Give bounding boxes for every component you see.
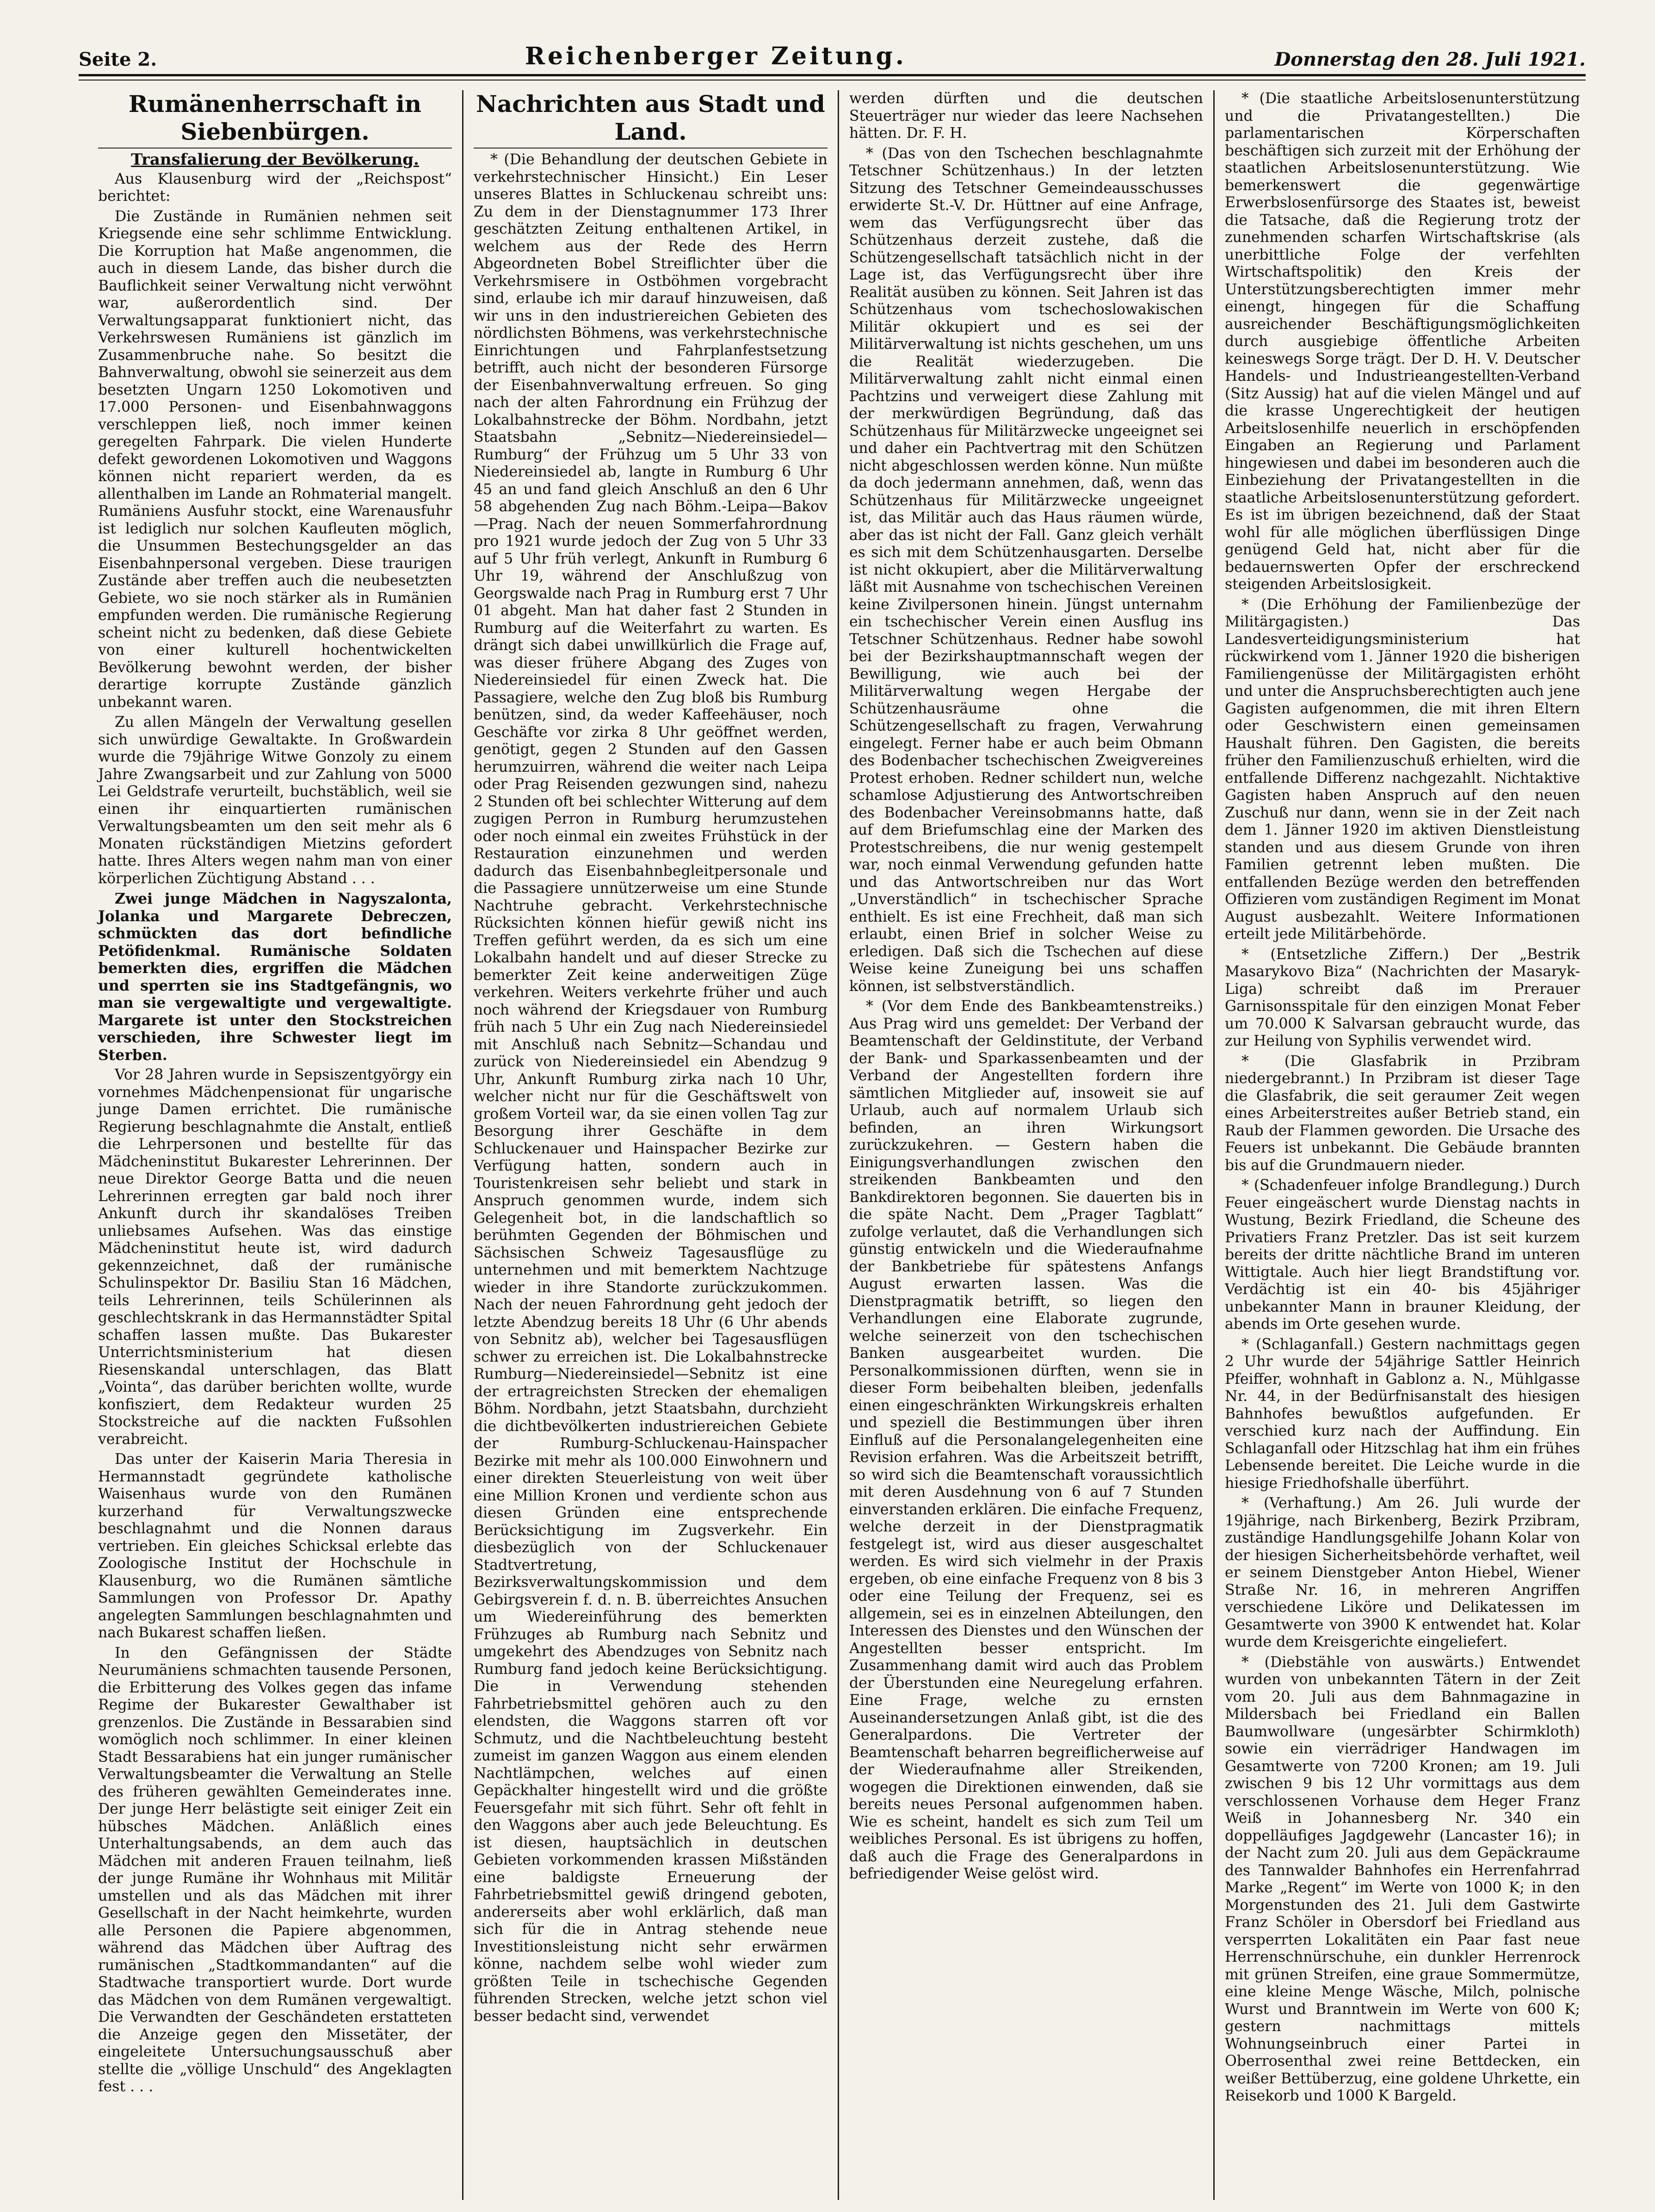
article-subhead: Transfalierung der Bevölkerung.	[131, 150, 419, 169]
paragraph: * (Vor dem Ende des Bankbeamtenstreiks.) Aus Prag wird uns gemeldet: Der Verband der Beamtenschaft der Geldinstitute, der Verband der Bank- und Sparkassenbeamten und der Verband der Angestellten fordern ihre sämtlichen Mitglieder auf, insoweit sie auf Urlaub, auch auf normalem Urlaub sich befinden, an ihren Wirkungsort zurückzukehren. — Gestern haben die Einigungsverhandlungen zwischen den streikenden Bankbeamten und den Bankdirektoren begonnen. Sie dauerten bis in die späte Nacht. Dem „Prager Tagblatt“ zufolge verlautet, daß die Verhandlungen sich günstig entwickeln und die Wiederaufnahme der Bankbetriebe für spätestens Anfangs August erwarten lassen. Was die Dienstpragmatik betrifft, so liegen den Verhandlungen eine Elaborate zugrunde, welche seinerzeit von den tschechischen Banken ausgearbeitet wurden. Die Personalkommissionen dürften, wenn sie in dieser Form beibehalten bleiben, jedenfalls einen eingeschränkten Wirkungskreis erhalten und speziell die Bestimmungen über ihren Einfluß auf die Personalangelegenheiten eine Revision erfahren. Was die Arbeitszeit betrifft, so wird sich die Beamtenschaft voraussichtlich mit deren Ausdehnung von 6 auf 7 Stunden einverstanden erklären. Die einfache Frequenz, welche derzeit in der Dienstpragmatik festgelegt ist, wird aus dieser ausgeschaltet werden. Es wird sich vielmehr in der Praxis ergeben, ob eine einfache Frequenz von 8 bis 3 oder eine Teilung der Frequenz, sei es allgemein, sei es in einzelnen Abteilungen, den Interessen des Dienstes und den Wünschen der Angestellten besser entspricht. Im Zusammenhang damit wird auch das Problem der Überstunden eine Neuregelung erfahren. Eine Frage, welche zu ernsten Auseinandersetzungen Anlaß gibt, ist die des Generalpardons. Die Vertreter der Beamtenschaft beharren begreiflicherweise auf der Wiederaufnahme aller Streikenden, wogegen die Direktionen einwenden, daß sie bereits neues Personal aufgenommen haben. Wie es scheint, handelt es sich zum Teil um weibliches Personal. Es ist übrigens zu hoffen, daß auch die Frage des Generalpardons in befriedigender Weise gelöst wird.	[849, 998, 1203, 1882]
issue-date: Donnerstag den 28. Juli 1921.	[1274, 49, 1586, 70]
paragraph: Zu allen Mängeln der Verwaltung gesellen sich unwürdige Gewaltakte. In Großwardein wurde die 79jährige Witwe Gonzoly zu einem Jahre Zwangsarbeit und zur Zahlung von 5000 Lei Geldstrafe verurteilt, buchstäblich, weil sie einen ihr einquartierten rumänischen Verwaltungsbeamten um den seit mehr als 6 Monaten rückständigen Mietzins gefordert hatte. Ihres Alters wegen nahm man von einer körperlichen Züchtigung Abstand . . .	[98, 714, 452, 887]
column-2	[463, 90, 839, 2200]
paragraph: Aus Klausenburg wird der „Reichspost“ berichtet:	[98, 170, 452, 204]
paragraph: Zwei junge Mädchen in Nagyszalonta, Jolanka und Margarete Debreczen, schmückten das dort befindliche Petöfidenkmal. Rumänische Soldaten bemerkten dies, ergriffen die Mädchen und sperrten sie ins Stadtgefängnis, wo man sie vergewaltigte und vergewaltigte. Margarete ist unter den Stockstreichen verschieden, ihre Schwester liegt im Sterben.	[98, 890, 452, 1064]
paragraph: * (Die Glasfabrik in Przibram niedergebrannt.) In Przibram ist dieser Tage die Glasfabrik, die seit geraumer Zeit wegen eines Arbeiterstreites außer Betrieb stand, ein Raub der Flammen geworden. Die Ursache des Feuers ist unbekannt. Die Gebäude brannten bis auf die Grundmauern nieder.	[1225, 1053, 1580, 1174]
paragraph: Die Zustände in Rumänien nehmen seit Kriegsende eine sehr schlimme Entwicklung. Die Korruption hat Maße angenommen, die auch in diesem Lande, das bisher durch die Bauflichkeit seiner Verwaltung nicht verwöhnt war, außerordentlich sind. Der Verwaltungsapparat funktioniert nicht, das Verkehrswesen Rumäniens ist gänzlich im Zusammenbruche nahe. So besitzt die Bahnverwaltung, obwohl sie seinerzeit aus dem besetzten Ungarn 1250 Lokomotiven und 17.000 Personen- und Eisenbahnwaggons verschleppen ließ, noch immer keinen geregelten Fahrpark. Die vielen Hunderte defekt gewordenen Lokomotiven und Waggons können nicht repariert werden, da es allenthalben im Lande an Rohmaterial mangelt. Rumäniens Ausfuhr stockt, eine Warenausfuhr ist lediglich nur solchen Kaufleuten möglich, die Unsummen Bestechungsgelder an das Eisenbahnpersonal vergeben. Diese traurigen Zustände aber treffen auch die neubesetzten Gebiete, wo sie noch stärker als in Rumänien empfunden werden. Die rumänische Regierung scheint nicht zu bedenken, daß diese Gebiete von einer kulturell hochentwickelten Bevölkerung bewohnt werden, der bisher derartige korrupte Zustände gänzlich unbekannt waren.	[98, 208, 452, 711]
page-number: Seite 2.	[79, 49, 157, 70]
masthead-rule	[79, 74, 1586, 76]
column-1	[88, 90, 463, 2200]
paragraph: * (Die Erhöhung der Familienbezüge der Militärgagisten.) Das Landesverteidigungsministerium hat rückwirkend vom 1. Jänner 1920 die bisherigen Familiengenüsse der Militärgagisten erhöht und unter die Anspruchsberechtigten auch jene Gagisten aufgenommen, die mit ihren Eltern oder Geschwistern einen gemeinsamen Haushalt führen. Den Gagisten, die bereits früher den Familienzuschuß erhielten, wird die entfallende Differenz nachgezahlt. Nichtaktive Gagisten haben Anspruch auf den neuen Zuschuß nur dann, wenn sie in der Zeit nach dem 1. Jänner 1920 im aktiven Dienstleistung standen und aus diesem Grunde von ihren Familien getrennt leben mußten. Die entfallenden Bezüge werden den betreffenden Offizieren vom zuständigen Regiment im Monat August ausbezahlt. Weitere Informationen erteilt jede Militärbehörde.	[1225, 596, 1580, 942]
section-headline: Nachrichten aus Stadt und Land.	[474, 90, 828, 149]
paragraph: * (Verhaftung.) Am 26. Juli wurde der 19jährige, nach Birkenberg, Bezirk Przibram, zuständige Handlungsgehilfe Johann Kolar von der hiesigen Sicherheitsbehörde verhaftet, weil er seinem Dienstgeber Anton Hiebel, Wiener Straße Nr. 16, in mehreren Angriffen verschiedene Liköre und Delikatessen im Gesamtwerte von 3900 K entwendet hat. Kolar wurde dem Kreisgerichte eingeliefert.	[1225, 1495, 1580, 1650]
paragraph: * (Das von den Tschechen beschlagnahmte Tetschner Schützenhaus.) In der letzten Sitzung des Tetschner Gemeindeausschusses erwiderte St.-V. Dr. Hüttner auf eine Anfrage, wem das Verfügungsrecht über das Schützenhaus derzeit zustehe, daß die Schützengesellschaft tatsächlich nicht in der Lage ist, das Verfügungsrecht über ihre Realität ausüben zu können. Seit Jahren ist das Schützenhaus vom tschechoslowakischen Militär okkupiert und es sei der Militärverwaltung ist nichts geschehen, um uns die Realität wiederzugeben. Die Militärverwaltung zahlt nicht einmal einen Pachtzins und verweigert diese Zahlung mit der merkwürdigen Begründung, daß das Schützenhaus für Militärzwecke ungeeignet sei und daher ein Pachtvertrag mit den Schützen nicht abgeschlossen werden könne. Nun müßte da doch jedermann annehmen, daß, wenn das Schützenhaus für Militärzwecke ungeeignet ist, das Militär auch das Haus räumen würde, aber das ist nicht der Fall. Ganz gleich verhält es sich mit dem Schützenhausgarten. Derselbe ist nicht okkupiert, aber die Militärverwaltung läßt mit Ausnahme von tschechischen Vereinen keine Zivilpersonen hinein. Jüngst unternahm ein tschechischer Verein einen Ausflug ins Tetschner Schützenhaus. Redner habe sowohl bei der Bezirkshauptmannschaft wegen der Bewilligung, wie auch bei der Militärverwaltung wegen Hergabe der Schützenhausräume ohne die Schützengesellschaft zu fragen, Verwahrung eingelegt. Ferner habe er auch beim Obmann des Bodenbacher tschechischen Zweigvereines Protest erhoben. Redner schildert nun, welche schamlose Adjustierung des Antwortschreiben des Bodenbacher Vereinsobmanns hatte, daß auf dem Briefumschlag eine der Marken des Protestschreibens, die nur wenig gestempelt war, noch einmal Verwendung gefunden hatte und das Antwortschreiben nur das Wort „Unverständlich“ in tschechischer Sprache enthielt. Es ist eine Frechheit, daß man sich erlaubt, einen Brief in solcher Weise zu erledigen. Daß sich die Tschechen auf diese Weise keine Zuneigung bei uns schaffen können, ist selbstverständlich.	[849, 145, 1203, 995]
paragraph: * (Die Behandlung der deutschen Gebiete in verkehrstechnischer Hinsicht.) Ein Leser unseres Blattes in Schluckenau schreibt uns: Zu dem in der Dienstagnummer 173 Ihrer geschätzten Zeitung enthaltenen Artikel, in welchem aus der Rede des Herrn Abgeordneten Bobel Streiflichter über die Verkehrsmisere in Ostböhmen vorgebracht sind, erlaube ich mir darauf hinzuweisen, daß wir uns in den industriereichen Gebieten des nördlichsten Böhmens, was verkehrstechnische Einrichtungen und Fahrplanfestsetzung betrifft, auch nicht der besonderen Fürsorge der Eisenbahnverwaltung erfreuen. So ging nach der alten Fahrordnung ein Frühzug der Lokalbahnstrecke der Böhm. Nordbahn, jetzt Staatsbahn „Sebnitz—Niedereinsiedel—Rumburg“ der Frühzug um 5 Uhr 33 von Niedereinsiedel ab, langte in Rumburg 6 Uhr 45 an und fand gleich Anschluß an den 6 Uhr 58 abgehenden Zug nach Böhm.-Leipa—Bakov—Prag. Nach der neuen Sommerfahrordnung pro 1921 wurde jedoch der Zug von 5 Uhr 33 auf 5 Uhr früh verlegt, Ankunft in Rumburg 6 Uhr 19, während der Anschlußzug von Georgswalde nach Prag in Rumburg erst 7 Uhr 01 abgeht. Man hat daher fast 2 Stunden in Rumburg auf die Weiterfahrt zu warten. Es drängt sich dabei unwillkürlich die Frage auf, was dieser frühere Abgang des Zuges von Niedereinsiedel für einen Zweck hat. Die Passagiere, welche den Zug bloß bis Rumburg benützen, sind, da weder Kaffeehäuser, noch Geschäfte vor zirka 8 Uhr geöffnet werden, genötigt, gegen 2 Stunden auf den Gassen herumzuirren, während die weiter nach Leipa oder Prag Reisenden gezwungen sind, nahezu 2 Stunden oft bei schlechter Witterung auf dem zugigen Perron in Rumburg herumzustehen oder noch einmal ein zweites Frühstück in der Restauration einzunehmen und werden dadurch das Eisenbahnbegleitpersonale und die Passagiere unnützerweise um eine Stunde Nachtruhe gebracht. Verkehrstechnische Rücksichten können hiefür gewiß nicht ins Treffen geführt werden, da es sich um eine Lokalbahn handelt und auf dieser Strecke zu bemerkter Zeit keine anderweitigen Züge verkehren. Weiters verkehrte früher und auch noch während der Kriegsdauer von Rumburg früh nach 5 Uhr ein Zug nach Niedereinsiedel mit Anschluß nach Sebnitz—Schandau und zurück von Niedereinsiedel ein Abendzug 9 Uhr, Ankunft Rumburg zirka nach 10 Uhr, welcher nicht nur für die Geschäftswelt von großem Vorteil war, da sie einen vollen Tag zur Besorgung ihrer Geschäfte in dem Schluckenauer und Hainspacher Bezirke zur Verfügung hatten, sondern auch in Touristenkreisen sehr beliebt und stark in Anspruch genommen wurde, indem sich Gelegenheit bot, in die landschaftlich so berühmten Gegenden der Böhmischen und Sächsischen Schweiz Tagesausflüge zu unternehmen und mit bemerktem Nachtzuge wieder in ihre Standorte zurückzukommen. Nach der neuen Fahrordnung geht jedoch der letzte Abendzug bereits 18 Uhr (6 Uhr abends von Sebnitz ab), welcher bei Tagesausflügen schwer zu erreichen ist. Die Lokalbahnstrecke Rumburg—Niedereinsiedel—Sebnitz ist eine der ertragreichsten Strecken der ehemaligen Böhm. Nordbahn, jetzt Staatsbahn, durchzieht die dichtbevölkerten industriereichen Gebiete der Rumburg-Schluckenau-Hainspacher Bezirke mit mehr als 100.000 Einwohnern und einer direkten Steuerleistung von weit über eine Million Kronen und verdiente schon aus diesen Gründen eine entsprechende Berücksichtigung im Zugsverkehr. Ein diesbezüglich von der Schluckenauer Stadtvertretung, Bezirksverwaltungskommission und dem Gebirgsverein f. d. n. B. überreichtes Ansuchen um Wiedereinführung des bemerkten Frühzuges ab Rumburg nach Sebnitz und umgekehrt des Abendzuges von Sebnitz nach Rumburg fand jedoch keine Berücksichtigung. Die in Verwendung stehenden Fahrbetriebsmittel gehören auch zu den elendsten, die Waggons starren oft vor Schmutz, und die Nachtbeleuchtung besteht zumeist im ganzen Waggon aus einem elenden Nachtlämpchen, welches auf einen Gepäckhalter hingestellt wird und die größte Feuersgefahr mit sich führt. Sehr oft fehlt in den Waggons aber auch jede Beleuchtung. Es ist diesen, hauptsächlich in deutschen Gebieten vorkommenden krassen Mißständen eine baldigste Erneuerung der Fahrbetriebsmittel gewiß dringend geboten, andererseits aber wohl erklärlich, daß man sich für die in Antrag stehende neue Investitionsleistung nicht sehr erwärmen könne, nachdem selbe wohl wieder zum größten Teile in tschechische Gegenden führenden Strecken, welche jetzt schon viel besser bedacht sind, verwendet	[474, 151, 828, 2025]
article-columns	[88, 90, 1591, 2200]
paragraph: * (Die staatliche Arbeitslosenunterstützung und die Privatangestellten.) Die parlamentarischen Körperschaften beschäftigen sich zurzeit mit der Erhöhung der staatlichen Arbeitslosenunterstützung. Wie bemerkenswert die gegenwärtige Erwerbslosenfürsorge des Staates ist, beweist die Tatsache, daß die Regierung trotz der zunehmenden scharfen Wirtschaftskrise (als unerbittliche Folge der verfehlten Wirtschaftspolitik) den Kreis der Unterstützungsberechtigten immer mehr einengt, hingegen für die Schaffung ausreichender Beschäftigungsmöglichkeiten durch ausgiebige öffentliche Arbeiten keineswegs Sorge trägt. Der D. H. V. Deutscher Handels- und Industrieangestellten-Verband (Sitz Aussig) hat auf die vielen Mängel und auf die krasse Ungerechtigkeit der heutigen Arbeitslosenhilfe neuerlich in erschöpfenden Eingaben an Regierung und Parlament hingewiesen und dabei im besonderen auch die Einbeziehung der Privatangestellten in die staatliche Arbeitslosenunterstützung gefordert. Es ist im übrigen bezeichnend, daß der Staat wohl für alle möglichen überflüssigen Dinge genügend Geld hat, nicht aber für die bedauernswerten Opfer der erschreckend steigenden Arbeitslosigkeit.	[1225, 90, 1580, 593]
paragraph: * (Schlaganfall.) Gestern nachmittags gegen 2 Uhr wurde der 54jährige Sattler Heinrich Pfeiffer, wohnhaft in Gablonz a. N., Mühlgasse Nr. 44, in der Bedürfnisanstalt des hiesigen Bahnhofes bewußtlos aufgefunden. Er verschied kurz nach der Auffindung. Ein Schlaganfall oder Hitzschlag hat ihm ein frühes Lebensende bereitet. Die Leiche wurde in die hiesige Friedhofshalle überführt.	[1225, 1336, 1580, 1492]
newspaper-title: Reichenberger Zeitung.	[525, 42, 907, 70]
paragraph: * (Entsetzliche Ziffern.) Der „Bestrik Masarykovo Biza“ (Nachrichten der Masaryk-Liga) schreibt daß im Prerauer Garnisonsspitale für den einzigen Monat Feber um 70.000 K Salvarsan gebraucht wurde, das zur Heilung von Syphilis verwendet wird.	[1225, 946, 1580, 1049]
paragraph: Das unter der Kaiserin Maria Theresia in Hermannstadt gegründete katholische Waisenhaus wurde von den Rumänen kurzerhand für Verwaltungszwecke beschlagnahmt und die Nonnen daraus vertrieben. Ein gleiches Schicksal erlebte das Zoologische Institut der Hochschule in Klausenburg, wo die Rumänen sämtliche Sammlungen von Professor Dr. Apathy angelegten Sammlungen beschlagnahmten und nach Bukarest schaffen ließen.	[98, 1451, 452, 1641]
paragraph: * (Schadenfeuer infolge Brandlegung.) Durch Feuer eingeäschert wurde Dienstag nachts in Wustung, Bezirk Friedland, die Scheune des Privatiers Franz Pretzler. Das ist seit kurzem bereits der dritte nächtliche Brand im unteren Wittigtale. Auch hier liegt Brandstiftung vor. Verdächtig ist ein 40- bis 45jähriger unbekannter Mann in brauner Kleidung, der abends im Orte gesehen wurde.	[1225, 1177, 1580, 1332]
column-4	[1215, 90, 1590, 2200]
column-3	[839, 90, 1215, 2200]
paragraph: * (Diebstähle von auswärts.) Entwendet wurden von unbekannten Tätern in der Zeit vom 20. Juli aus dem Bahnmagazine in Mildersbach bei Friedland ein Ballen Baumwollware (ungesärbter Schirmkloth) sowie ein vierrädriger Handwagen im Gesamtwerte von 7200 Kronen; am 19. Juli zwischen 9 bis 12 Uhr vormittags aus dem verschlossenen Vorhause dem Heger Franz Weiß in Johannesberg Nr. 340 ein doppelläufiges Jagdgewehr (Lancaster 16); in der Nacht zum 20. Juli aus dem Gepäckraume des Tannwalder Bahnhofes ein Herrenfahrrad Marke „Regent“ im Werte von 1000 K; in den Morgenstunden des 21. Juli dem Gastwirte Franz Schöler in Obersdorf bei Friedland aus versperrten Lokalitäten ein Paar fast neue Herrenschnürschuhe, ein dunkler Herrenrock mit grünen Streifen, eine graue Sommermütze, eine kleine Menge Wäsche, Milch, polnische Wurst und Branntwein im Werte von 600 K; gestern nachmittags mittels Wohnungseinbruch einer Partei in Oberrosenthal zwei reine Bettdecken, ein weißer Bettüberzug, eine goldene Uhrkette, ein Reisekorb und 1000 K Bargeld.	[1225, 1654, 1580, 2104]
masthead	[79, 38, 1586, 70]
paragraph: Vor 28 Jahren wurde in Sepsiszentgyörgy ein vornehmes Mädchenpensionat für ungarische junge Damen errichtet. Die rumänische Regierung beschlagnahmte die Anstalt, entließ die Lehrpersonen und bestellte für das Mädcheninstitut Bukarester Lehrerinnen. Der neue Direktor George Batta und die neuen Lehrerinnen erregten gar bald noch ihrer Ankunft durch ihr skandalöses Treiben unliebsames Aufsehen. Was das einstige Mädcheninstitut heute ist, wird dadurch gekennzeichnet, daß der rumänische Schulinspektor Dr. Basiliu Stan 16 Mädchen, teils Lehrerinnen, teils Schülerinnen als geschlechtskrank in das Hermannstädter Spital schaffen lassen mußte. Das Bukarester Unterrichtsministerium hat diesen Riesenskandal unterschlagen, das Blatt „Vointa“, das darüber berichten wollte, wurde konfisziert, dem Redakteur wurden 25 Stockstreiche auf die nackten Fußsohlen verabreicht.	[98, 1066, 452, 1448]
masthead-rule-thin	[79, 80, 1586, 81]
article-headline: Rumänenherrschaft in Siebenbürgen.	[98, 90, 452, 149]
paragraph: werden dürften und die deutschen Steuerträger nur wieder das leere Nachsehen hätten. Dr. F. H.	[849, 90, 1203, 142]
paragraph: In den Gefängnissen der Städte Neurumäniens schmachten tausende Personen, die Erbitterung des Volkes gegen das infame Regime der Bukarester Gewalthaber ist grenzenlos. Die Zustände in Bessarabien sind womöglich noch schlimmer. In einer kleinen Stadt Bessarabiens hat ein junger rumänischer Verwaltungsbeamter die Verwaltung an Stelle des früheren gewählten Gemeinderates inne. Der junge Herr belästigte seit einiger Zeit ein hübsches Mädchen. Anläßlich eines Unterhaltungsabends, an dem auch das Mädchen mit anderen Frauen teilnahm, ließ der junge Rumäne ihr Wohnhaus mit Militär umstellen und als das Mädchen mit ihrer Gesellschaft in der Nacht heimkehrte, wurden alle Personen die Papiere abgenommen, während das Mädchen über Auftrag des rumänischen „Stadtkommandanten“ auf die Stadtwache transportiert wurde. Dort wurde das Mädchen von dem Rumänen vergewaltigt. Die Verwandten der Geschändeten erstatteten die Anzeige gegen den Missetäter, der eingeleitete Untersuchungsausschuß aber stellte die „völlige Unschuld“ des Angeklagten fest . . .	[98, 1644, 452, 2095]
